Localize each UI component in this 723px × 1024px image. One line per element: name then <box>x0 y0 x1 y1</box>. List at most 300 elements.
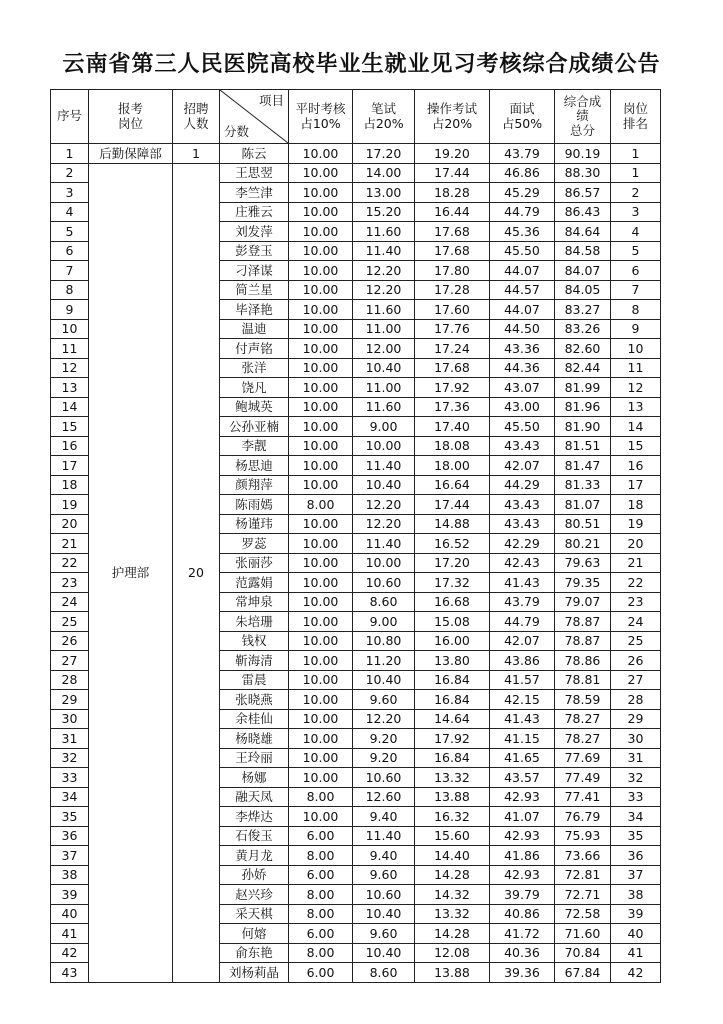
cell-rank: 39 <box>611 904 661 924</box>
cell-total: 90.19 <box>555 144 611 164</box>
cell-practical: 14.28 <box>415 865 490 885</box>
cell-interview: 45.36 <box>490 222 555 242</box>
cell-written: 10.40 <box>353 358 415 378</box>
cell-total: 78.81 <box>555 670 611 690</box>
cell-interview: 45.50 <box>490 241 555 261</box>
cell-daily: 10.00 <box>289 534 353 554</box>
cell-total: 71.60 <box>555 924 611 944</box>
cell-interview: 42.29 <box>490 534 555 554</box>
cell-practical: 13.88 <box>415 787 490 807</box>
cell-seq: 27 <box>51 651 89 671</box>
cell-total: 82.44 <box>555 358 611 378</box>
cell-written: 9.20 <box>353 729 415 749</box>
table-row <box>51 163 661 183</box>
cell-total: 78.27 <box>555 729 611 749</box>
cell-interview: 44.07 <box>490 300 555 320</box>
cell-total: 77.69 <box>555 748 611 768</box>
cell-written: 11.00 <box>353 378 415 398</box>
cell-interview: 43.43 <box>490 436 555 456</box>
cell-rank: 4 <box>611 222 661 242</box>
cell-total: 78.59 <box>555 690 611 710</box>
cell-practical: 17.44 <box>415 495 490 515</box>
cell-practical: 14.32 <box>415 885 490 905</box>
cell-written: 11.00 <box>353 319 415 339</box>
cell-name: 雷晨 <box>220 670 289 690</box>
cell-name: 公孙亚楠 <box>220 417 289 437</box>
cell-rank: 22 <box>611 573 661 593</box>
header-quota-label: 招聘 人数 <box>183 101 209 131</box>
cell-interview: 40.36 <box>490 943 555 963</box>
cell-written: 10.60 <box>353 885 415 905</box>
cell-written: 10.40 <box>353 670 415 690</box>
cell-name: 刁泽谋 <box>220 261 289 281</box>
cell-interview: 42.43 <box>490 553 555 573</box>
cell-seq: 40 <box>51 904 89 924</box>
cell-daily: 10.00 <box>289 456 353 476</box>
cell-seq: 2 <box>51 163 89 183</box>
header-total <box>555 90 611 144</box>
header-rank-label: 岗位 排名 <box>622 101 648 131</box>
cell-seq: 38 <box>51 865 89 885</box>
cell-daily: 10.00 <box>289 651 353 671</box>
cell-total: 84.07 <box>555 261 611 281</box>
cell-rank: 25 <box>611 631 661 651</box>
cell-total: 72.71 <box>555 885 611 905</box>
cell-interview: 42.93 <box>490 826 555 846</box>
cell-seq: 19 <box>51 495 89 515</box>
cell-written: 12.20 <box>353 709 415 729</box>
cell-name: 张洋 <box>220 358 289 378</box>
cell-seq: 39 <box>51 885 89 905</box>
cell-total: 80.51 <box>555 514 611 534</box>
cell-rank: 33 <box>611 787 661 807</box>
cell-interview: 41.43 <box>490 573 555 593</box>
cell-written: 10.60 <box>353 573 415 593</box>
cell-rank: 34 <box>611 807 661 827</box>
cell-total: 79.63 <box>555 553 611 573</box>
cell-daily: 10.00 <box>289 378 353 398</box>
cell-daily: 10.00 <box>289 241 353 261</box>
cell-total: 79.07 <box>555 592 611 612</box>
cell-written: 12.00 <box>353 339 415 359</box>
cell-interview: 45.29 <box>490 183 555 203</box>
cell-daily: 10.00 <box>289 514 353 534</box>
cell-practical: 17.32 <box>415 573 490 593</box>
cell-rank: 16 <box>611 456 661 476</box>
cell-written: 9.60 <box>353 690 415 710</box>
cell-rank: 17 <box>611 475 661 495</box>
cell-total: 82.60 <box>555 339 611 359</box>
cell-name: 庄雅云 <box>220 202 289 222</box>
cell-practical: 17.80 <box>415 261 490 281</box>
cell-seq: 28 <box>51 670 89 690</box>
cell-name: 朱培珊 <box>220 612 289 632</box>
cell-written: 10.40 <box>353 475 415 495</box>
cell-interview: 42.07 <box>490 456 555 476</box>
cell-practical: 19.20 <box>415 144 490 164</box>
cell-rank: 28 <box>611 690 661 710</box>
cell-practical: 17.24 <box>415 339 490 359</box>
cell-daily: 10.00 <box>289 807 353 827</box>
cell-daily: 10.00 <box>289 553 353 573</box>
cell-seq: 15 <box>51 417 89 437</box>
cell-daily: 10.00 <box>289 631 353 651</box>
cell-total: 83.27 <box>555 300 611 320</box>
cell-seq: 32 <box>51 748 89 768</box>
cell-rank: 21 <box>611 553 661 573</box>
cell-interview: 40.86 <box>490 904 555 924</box>
cell-daily: 10.00 <box>289 436 353 456</box>
cell-daily: 6.00 <box>289 826 353 846</box>
cell-practical: 17.20 <box>415 553 490 573</box>
cell-name: 石俊玉 <box>220 826 289 846</box>
cell-practical: 14.40 <box>415 846 490 866</box>
cell-total: 72.58 <box>555 904 611 924</box>
cell-interview: 43.86 <box>490 651 555 671</box>
cell-written: 9.00 <box>353 612 415 632</box>
cell-name: 靳海清 <box>220 651 289 671</box>
cell-name: 刘杨莉晶 <box>220 963 289 983</box>
cell-practical: 16.84 <box>415 748 490 768</box>
cell-practical: 13.88 <box>415 963 490 983</box>
cell-written: 11.60 <box>353 300 415 320</box>
cell-rank: 1 <box>611 163 661 183</box>
header-practical-label: 操作考试 占20% <box>426 101 477 131</box>
page-title: 云南省第三人民医院高校毕业生就业见习考核综合成绩公告 <box>62 52 661 77</box>
cell-practical: 17.36 <box>415 397 490 417</box>
cell-written: 11.60 <box>353 397 415 417</box>
cell-name: 毕泽艳 <box>220 300 289 320</box>
cell-rank: 31 <box>611 748 661 768</box>
cell-seq: 16 <box>51 436 89 456</box>
cell-daily: 8.00 <box>289 846 353 866</box>
cell-written: 13.00 <box>353 183 415 203</box>
header-written <box>353 90 415 144</box>
cell-interview: 42.15 <box>490 690 555 710</box>
cell-daily: 10.00 <box>289 709 353 729</box>
cell-total: 72.81 <box>555 865 611 885</box>
cell-rank: 27 <box>611 670 661 690</box>
cell-interview: 43.79 <box>490 592 555 612</box>
cell-total: 84.05 <box>555 280 611 300</box>
cell-interview: 43.07 <box>490 378 555 398</box>
cell-interview: 41.86 <box>490 846 555 866</box>
cell-seq: 17 <box>51 456 89 476</box>
header-seq <box>51 90 89 144</box>
cell-name: 杨晓雄 <box>220 729 289 749</box>
cell-name: 王玲丽 <box>220 748 289 768</box>
header-total-label: 综合成 绩 总分 <box>563 93 602 138</box>
cell-seq: 25 <box>51 612 89 632</box>
cell-seq: 29 <box>51 690 89 710</box>
cell-interview: 44.57 <box>490 280 555 300</box>
cell-daily: 10.00 <box>289 592 353 612</box>
cell-total: 81.99 <box>555 378 611 398</box>
cell-daily: 10.00 <box>289 690 353 710</box>
cell-post: 后勤保障部 <box>89 144 173 164</box>
cell-written: 11.40 <box>353 241 415 261</box>
cell-interview: 42.93 <box>490 787 555 807</box>
cell-written: 9.60 <box>353 865 415 885</box>
cell-practical: 12.08 <box>415 943 490 963</box>
cell-total: 83.26 <box>555 319 611 339</box>
cell-total: 84.58 <box>555 241 611 261</box>
header-practical <box>415 90 490 144</box>
cell-daily: 6.00 <box>289 924 353 944</box>
header-post <box>89 90 173 144</box>
cell-name: 赵兴珍 <box>220 885 289 905</box>
cell-total: 86.57 <box>555 183 611 203</box>
cell-written: 12.20 <box>353 495 415 515</box>
cell-seq: 26 <box>51 631 89 651</box>
cell-interview: 41.15 <box>490 729 555 749</box>
cell-total: 80.21 <box>555 534 611 554</box>
cell-name: 张晓燕 <box>220 690 289 710</box>
cell-practical: 13.32 <box>415 768 490 788</box>
cell-practical: 18.08 <box>415 436 490 456</box>
cell-seq: 14 <box>51 397 89 417</box>
cell-daily: 10.00 <box>289 417 353 437</box>
cell-daily: 10.00 <box>289 748 353 768</box>
cell-written: 12.20 <box>353 280 415 300</box>
cell-written: 9.40 <box>353 846 415 866</box>
header-interview-label: 面试 占50% <box>501 101 543 131</box>
cell-total: 78.86 <box>555 651 611 671</box>
cell-rank: 12 <box>611 378 661 398</box>
cell-quota: 20 <box>173 163 220 982</box>
cell-total: 75.93 <box>555 826 611 846</box>
cell-daily: 10.00 <box>289 339 353 359</box>
header-seq-label: 序号 <box>56 108 82 124</box>
cell-total: 70.84 <box>555 943 611 963</box>
cell-name: 陈云 <box>220 144 289 164</box>
cell-name: 李竺津 <box>220 183 289 203</box>
header-interview <box>490 90 555 144</box>
cell-interview: 39.79 <box>490 885 555 905</box>
cell-practical: 17.92 <box>415 378 490 398</box>
cell-quota: 1 <box>173 144 220 164</box>
cell-seq: 12 <box>51 358 89 378</box>
cell-name: 杨娜 <box>220 768 289 788</box>
cell-total: 77.49 <box>555 768 611 788</box>
cell-daily: 10.00 <box>289 397 353 417</box>
cell-practical: 17.92 <box>415 729 490 749</box>
cell-rank: 20 <box>611 534 661 554</box>
cell-rank: 42 <box>611 963 661 983</box>
cell-practical: 16.32 <box>415 807 490 827</box>
cell-written: 15.20 <box>353 202 415 222</box>
cell-total: 79.35 <box>555 573 611 593</box>
cell-rank: 26 <box>611 651 661 671</box>
cell-practical: 13.32 <box>415 904 490 924</box>
cell-seq: 3 <box>51 183 89 203</box>
cell-seq: 24 <box>51 592 89 612</box>
cell-total: 81.33 <box>555 475 611 495</box>
cell-written: 10.80 <box>353 631 415 651</box>
cell-interview: 46.86 <box>490 163 555 183</box>
cell-rank: 30 <box>611 729 661 749</box>
cell-written: 10.00 <box>353 436 415 456</box>
cell-practical: 13.80 <box>415 651 490 671</box>
cell-seq: 4 <box>51 202 89 222</box>
cell-seq: 30 <box>51 709 89 729</box>
cell-rank: 29 <box>611 709 661 729</box>
cell-total: 81.51 <box>555 436 611 456</box>
cell-rank: 37 <box>611 865 661 885</box>
cell-daily: 10.00 <box>289 144 353 164</box>
cell-practical: 16.84 <box>415 690 490 710</box>
cell-total: 76.79 <box>555 807 611 827</box>
cell-practical: 17.76 <box>415 319 490 339</box>
cell-name: 刘发萍 <box>220 222 289 242</box>
header-score-label: 分数 <box>224 123 250 139</box>
cell-practical: 17.28 <box>415 280 490 300</box>
cell-daily: 8.00 <box>289 787 353 807</box>
cell-interview: 41.07 <box>490 807 555 827</box>
cell-name: 饶凡 <box>220 378 289 398</box>
cell-written: 10.60 <box>353 768 415 788</box>
cell-name: 杨谨玮 <box>220 514 289 534</box>
cell-seq: 37 <box>51 846 89 866</box>
cell-seq: 13 <box>51 378 89 398</box>
cell-daily: 8.00 <box>289 885 353 905</box>
cell-written: 11.40 <box>353 534 415 554</box>
cell-seq: 22 <box>51 553 89 573</box>
cell-name: 简兰星 <box>220 280 289 300</box>
cell-practical: 17.68 <box>415 222 490 242</box>
cell-practical: 17.68 <box>415 358 490 378</box>
cell-post: 护理部 <box>89 163 173 982</box>
cell-practical: 17.60 <box>415 300 490 320</box>
cell-interview: 43.00 <box>490 397 555 417</box>
header-diagonal <box>220 90 289 144</box>
cell-interview: 44.36 <box>490 358 555 378</box>
cell-seq: 18 <box>51 475 89 495</box>
cell-interview: 42.93 <box>490 865 555 885</box>
cell-rank: 11 <box>611 358 661 378</box>
cell-rank: 7 <box>611 280 661 300</box>
cell-interview: 44.79 <box>490 202 555 222</box>
cell-rank: 1 <box>611 144 661 164</box>
cell-rank: 13 <box>611 397 661 417</box>
cell-practical: 14.88 <box>415 514 490 534</box>
cell-written: 11.20 <box>353 651 415 671</box>
cell-name: 李烨达 <box>220 807 289 827</box>
cell-daily: 10.00 <box>289 280 353 300</box>
cell-practical: 16.64 <box>415 475 490 495</box>
cell-total: 81.96 <box>555 397 611 417</box>
cell-seq: 20 <box>51 514 89 534</box>
cell-name: 采天棋 <box>220 904 289 924</box>
cell-rank: 8 <box>611 300 661 320</box>
cell-daily: 10.00 <box>289 573 353 593</box>
cell-total: 81.90 <box>555 417 611 437</box>
cell-total: 67.84 <box>555 963 611 983</box>
cell-rank: 5 <box>611 241 661 261</box>
cell-name: 钱权 <box>220 631 289 651</box>
cell-daily: 8.00 <box>289 904 353 924</box>
cell-written: 9.40 <box>353 807 415 827</box>
cell-name: 彭登玉 <box>220 241 289 261</box>
header-daily-label: 平时考核 占10% <box>295 101 346 131</box>
cell-name: 余桂仙 <box>220 709 289 729</box>
table-row <box>51 144 661 164</box>
cell-seq: 11 <box>51 339 89 359</box>
header-written-label: 笔试 占20% <box>363 101 404 131</box>
cell-rank: 3 <box>611 202 661 222</box>
cell-interview: 44.79 <box>490 612 555 632</box>
cell-total: 81.07 <box>555 495 611 515</box>
cell-written: 11.60 <box>353 222 415 242</box>
cell-written: 17.20 <box>353 144 415 164</box>
cell-written: 12.60 <box>353 787 415 807</box>
cell-written: 11.40 <box>353 826 415 846</box>
cell-rank: 2 <box>611 183 661 203</box>
cell-rank: 18 <box>611 495 661 515</box>
header-rank <box>611 90 661 144</box>
cell-interview: 41.43 <box>490 709 555 729</box>
cell-daily: 10.00 <box>289 319 353 339</box>
cell-name: 孙娇 <box>220 865 289 885</box>
cell-total: 78.87 <box>555 612 611 632</box>
header-item-label: 项目 <box>258 93 284 108</box>
cell-total: 78.27 <box>555 709 611 729</box>
cell-rank: 38 <box>611 885 661 905</box>
cell-seq: 10 <box>51 319 89 339</box>
cell-daily: 10.00 <box>289 670 353 690</box>
table-header <box>51 90 661 144</box>
cell-name: 温迪 <box>220 319 289 339</box>
cell-written: 12.20 <box>353 261 415 281</box>
cell-name: 融天凤 <box>220 787 289 807</box>
cell-interview: 41.65 <box>490 748 555 768</box>
cell-daily: 10.00 <box>289 612 353 632</box>
cell-daily: 10.00 <box>289 222 353 242</box>
cell-practical: 17.44 <box>415 163 490 183</box>
cell-seq: 41 <box>51 924 89 944</box>
cell-written: 8.60 <box>353 592 415 612</box>
cell-practical: 17.68 <box>415 241 490 261</box>
cell-seq: 35 <box>51 807 89 827</box>
cell-rank: 19 <box>611 514 661 534</box>
cell-written: 12.20 <box>353 514 415 534</box>
cell-rank: 35 <box>611 826 661 846</box>
cell-practical: 14.28 <box>415 924 490 944</box>
cell-practical: 16.84 <box>415 670 490 690</box>
cell-written: 10.40 <box>353 943 415 963</box>
cell-name: 李靓 <box>220 436 289 456</box>
cell-name: 罗蕊 <box>220 534 289 554</box>
cell-daily: 10.00 <box>289 163 353 183</box>
cell-seq: 34 <box>51 787 89 807</box>
cell-written: 11.40 <box>353 456 415 476</box>
cell-seq: 5 <box>51 222 89 242</box>
cell-written: 9.20 <box>353 748 415 768</box>
cell-practical: 15.60 <box>415 826 490 846</box>
cell-practical: 16.52 <box>415 534 490 554</box>
cell-interview: 39.36 <box>490 963 555 983</box>
cell-interview: 43.79 <box>490 144 555 164</box>
cell-practical: 16.00 <box>415 631 490 651</box>
cell-daily: 10.00 <box>289 300 353 320</box>
cell-rank: 32 <box>611 768 661 788</box>
cell-interview: 43.43 <box>490 495 555 515</box>
cell-seq: 21 <box>51 534 89 554</box>
cell-seq: 36 <box>51 826 89 846</box>
cell-total: 77.41 <box>555 787 611 807</box>
cell-rank: 9 <box>611 319 661 339</box>
cell-interview: 42.07 <box>490 631 555 651</box>
